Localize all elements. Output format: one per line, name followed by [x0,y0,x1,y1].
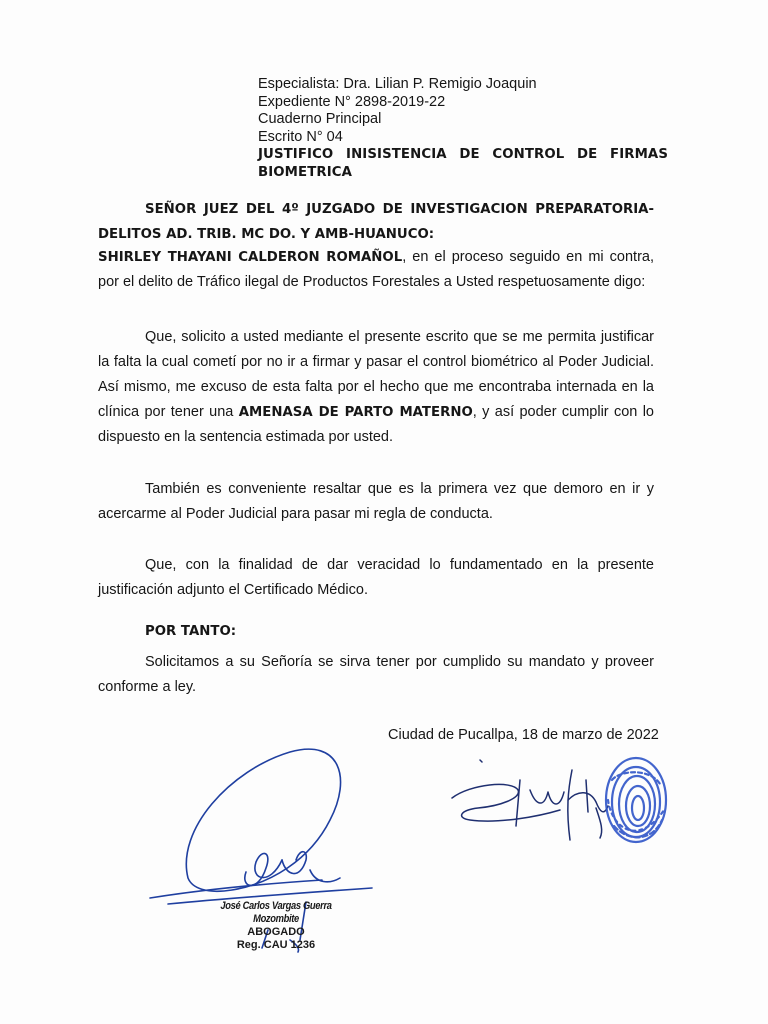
writ-number-line: Escrito N° 04 [258,128,343,145]
lawyer-name: José Carlos Vargas Guerra Mozombite [220,900,332,925]
file-number-line: Expediente N° 2898-2019-22 [258,93,446,110]
paragraph-request-text-a: Que, solicito a usted mediante el presente escrito que se me permita justificar la falta la cual cometí por no ir a firmar y pasar el control biométrico al Poder Judicial. Así mismo, me excuso de esta falta por el hecho que me encontraba internada en la clínica por tener una [98,329,654,420]
specialist-line: Especialista: Dra. Lilian P. Remigio Joaquin [258,76,537,92]
subject-line-1: JUSTIFICO INISISTENCIA DE CONTROL DE FIRMAS [258,147,668,162]
intro-text: , en el proceso seguido en mi contra, por el delito de Tráfico ilegal de Productos Forestales a Usted respetuosamente digo: [98,249,655,290]
paragraph-certificate: Que, con la finalidad de dar veracidad lo fundamentado en la presente justificación adjunto el Certificado Médico. [98,557,654,598]
lawyer-stamp [196,900,356,952]
subject-line-2: BIOMETRICA [258,164,353,180]
paragraph-closing: Solicitamos a su Señoría se sirva tener por cumplido su mandato y proveer conforme a ley. [98,654,654,695]
client-signature [452,760,608,840]
addressee-line-2: DELITOS AD. TRIB. MC DO. Y AMB-HUANUCO: [98,227,435,242]
petitioner-name: SHIRLEY THAYANI CALDERON ROMAÑOL [98,250,403,265]
place-and-date: Ciudad de Pucallpa, 18 de marzo de 2022 [388,727,659,743]
lawyer-title: ABOGADO [247,926,305,938]
por-tanto-heading: POR TANTO: [145,624,237,639]
addressee-line-1: SEÑOR JUEZ DEL 4º JUZGADO DE INVESTIGACION PREPARATORIA- [145,202,654,217]
medical-reason: AMENASA DE PARTO MATERNO [238,405,473,420]
paragraph-request-text-b: , y así poder cumplir con lo dispuesto en la sentencia estimada por usted. [98,404,654,445]
paragraph-first-time: También es conveniente resaltar que es la primera vez que demoro en ir y acercarme al Poder Judicial para pasar mi regla de conducta. [98,481,654,522]
lawyer-registration: Reg. CAU 1236 [236,939,316,951]
notebook-line: Cuaderno Principal [258,111,382,127]
fingerprint [606,758,666,842]
